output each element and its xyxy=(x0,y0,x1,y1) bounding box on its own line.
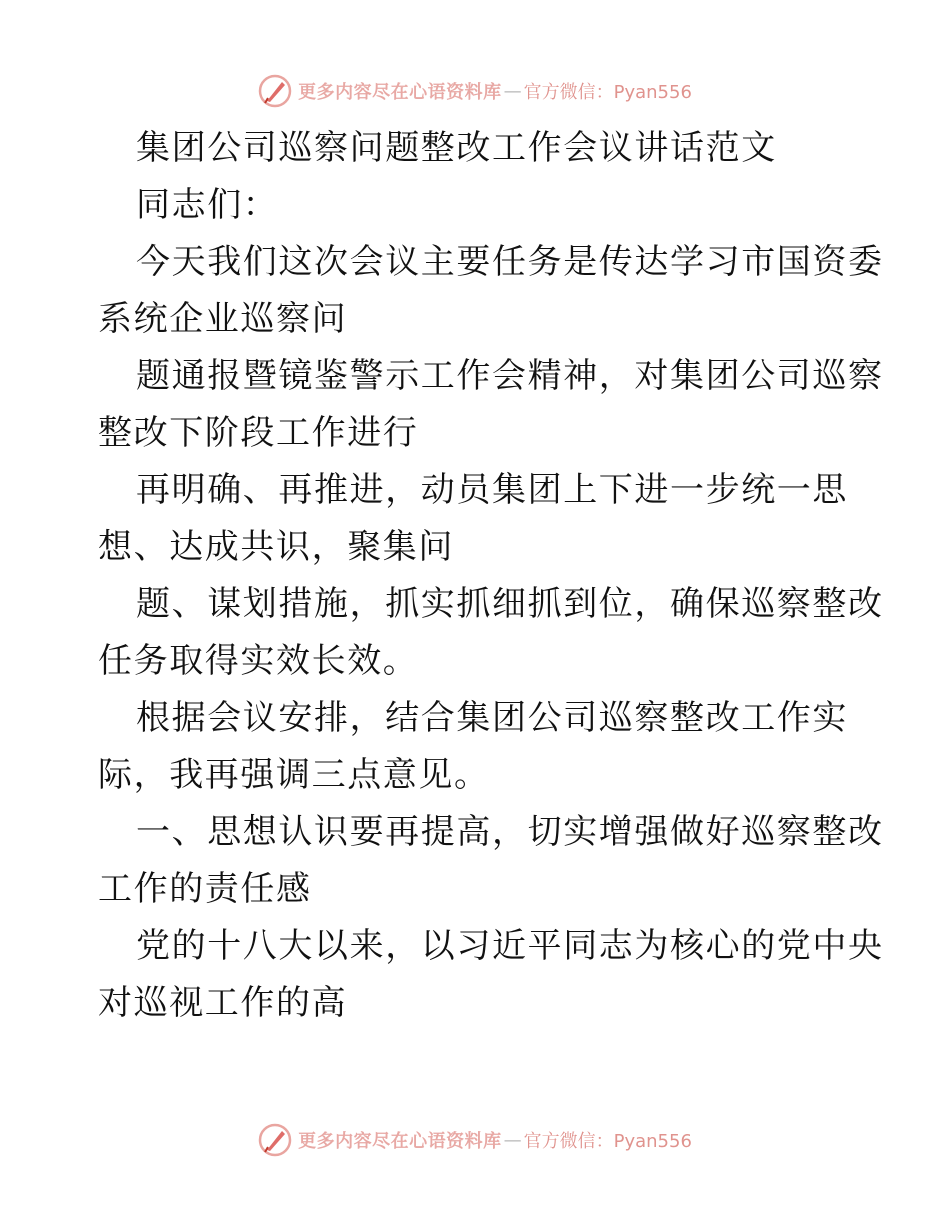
document-line: 根据会议安排，结合集团公司巡察整改工作实 xyxy=(136,698,848,738)
document-line: 题通报暨镜鉴警示工作会精神，对集团公司巡察 xyxy=(136,356,884,396)
document-line: 党的十八大以来，以习近平同志为核心的党中央 xyxy=(136,926,884,966)
document-line: 一、思想认识要再提高，切实增强做好巡察整改 xyxy=(136,812,884,852)
document-body xyxy=(98,120,884,1032)
document-line: 再明确、再推进，动员集团上下进一步统一思 xyxy=(136,470,848,510)
watermark-account: 官方微信：Pyan556 xyxy=(523,82,692,103)
watermark-text: 更多内容尽在心语资料库 xyxy=(298,82,502,103)
document-line: 今天我们这次会议主要任务是传达学习市国资委 xyxy=(136,242,884,282)
header-watermark xyxy=(0,71,950,111)
document-line: 工作的责任感 xyxy=(98,869,312,909)
watermark-account: 官方微信：Pyan556 xyxy=(523,1131,692,1152)
document-line: 际，我再强调三点意见。 xyxy=(98,755,490,795)
document-line: 集团公司巡察问题整改工作会议讲话范文 xyxy=(136,128,777,168)
document-line: 整改下阶段工作进行 xyxy=(98,413,419,453)
watermark-dash: — xyxy=(503,80,522,102)
document-line: 题、谋划措施，抓实抓细抓到位，确保巡察整改 xyxy=(136,584,884,624)
quill-pen-logo-icon xyxy=(258,74,292,108)
footer-watermark xyxy=(0,1120,950,1160)
document-line: 系统企业巡察问 xyxy=(98,299,348,339)
watermark-text: 更多内容尽在心语资料库 xyxy=(298,1131,502,1152)
quill-pen-logo-icon xyxy=(258,1123,292,1157)
document-line: 任务取得实效长效。 xyxy=(98,641,419,681)
document-line: 同志们： xyxy=(136,185,279,225)
document-line: 想、达成共识，聚集问 xyxy=(98,527,454,567)
document-line: 对巡视工作的高 xyxy=(98,983,348,1023)
watermark-dash: — xyxy=(503,1129,522,1151)
